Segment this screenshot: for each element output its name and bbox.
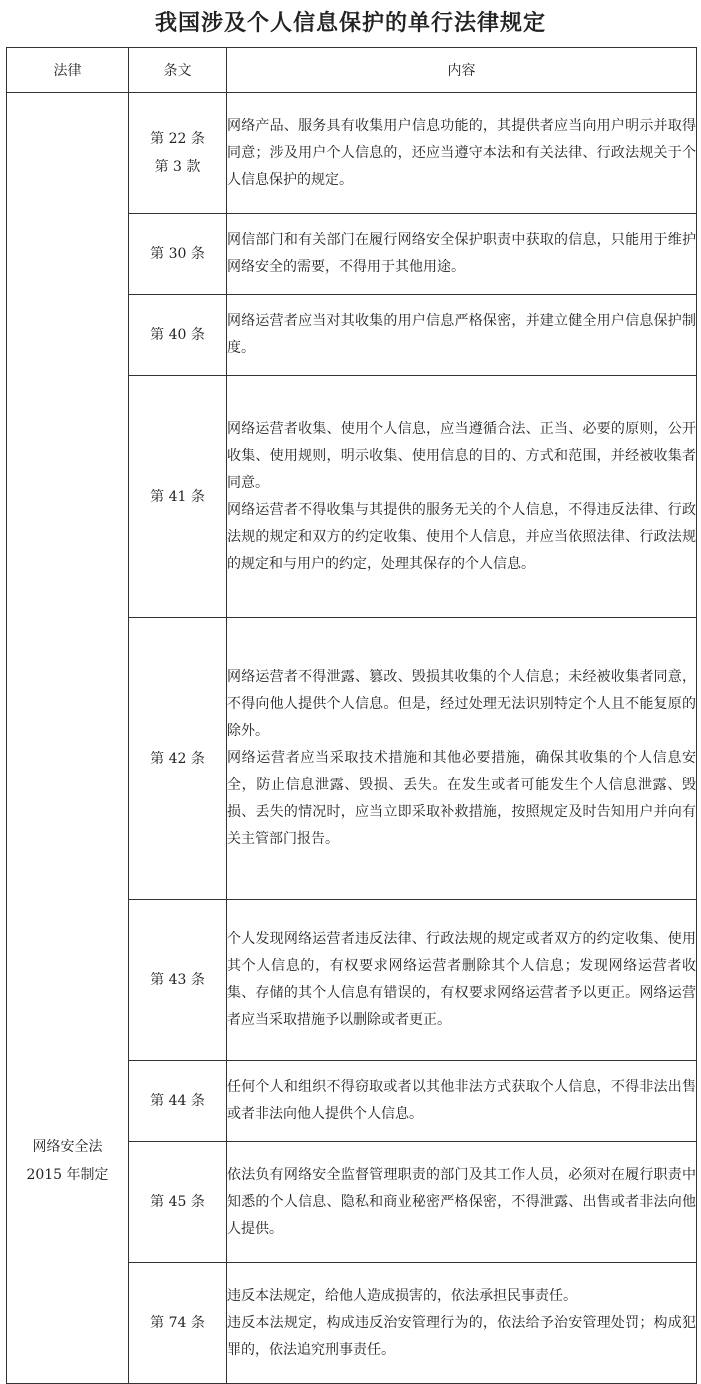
article-cell [129, 1061, 227, 1142]
content-paragraph: 网络产品、服务具有收集用户信息功能的，其提供者应当向用户明示并取得同意；涉及用户个人信息的，还应当遵守本法和有关法律、行政法规关于个人信息保护的规定。 [227, 117, 696, 188]
article-number: 第 22 条 [150, 131, 205, 147]
law-name-line: 2015 年制定 [26, 1167, 109, 1183]
content-paragraph: 网络运营者不得收集与其提供的服务无关的个人信息，不得违反法律、行政法规的规定和双方的约定收集、使用个人信息，并应当依照法律、行政法规的规定和与用户的约定，处理其保存的个人信息。 [227, 501, 696, 572]
article-cell [129, 1263, 227, 1384]
content-paragraph: 网络运营者不得泄露、篡改、毁损其收集的个人信息；未经被收集者同意，不得向他人提供个人信息。但是，经过处理无法识别特定个人且不能复原的除外。 [227, 669, 696, 739]
law-name-cell [7, 93, 129, 1384]
article-cell [129, 618, 227, 900]
content-paragraph: 网络运营者应当采取技术措施和其他必要措施，确保其收集的个人信息安全，防止信息泄露、毁损、丢失。在发生或者可能发生个人信息泄露、毁损、丢失的情况时，应当立即采取补救措施，按照规定及时告知用户并向有关主管部门报告。 [227, 750, 696, 847]
content-cell [227, 93, 697, 214]
law-name-line: 网络安全法 [32, 1139, 103, 1155]
article-cell [129, 93, 227, 214]
article-number: 第 30 条 [150, 246, 205, 262]
article-number: 第 40 条 [150, 327, 205, 343]
header-law: 法律 [7, 48, 129, 93]
article-cell [129, 1142, 227, 1263]
content-paragraph: 依法负有网络安全监督管理职责的部门及其工作人员，必须对在履行职责中知悉的个人信息、隐私和商业秘密严格保密，不得泄露、出售或者非法向他人提供。 [227, 1166, 696, 1237]
header-article: 条文 [129, 48, 227, 93]
article-number: 第 45 条 [150, 1194, 205, 1210]
content-paragraph: 网络运营者收集、使用个人信息，应当遵循合法、正当、必要的原则，公开收集、使用规则，明示收集、使用信息的目的、方式和范围，并经被收集者同意。 [227, 420, 696, 491]
page-title: 我国涉及个人信息保护的单行法律规定 [154, 10, 546, 36]
article-number: 第 44 条 [150, 1093, 205, 1109]
content-paragraph: 任何个人和组织不得窃取或者以其他非法方式获取个人信息，不得非法出售或者非法向他人提供个人信息。 [227, 1079, 696, 1122]
content-paragraph: 网信部门和有关部门在履行网络安全保护职责中获取的信息，只能用于维护网络安全的需要，不得用于其他用途。 [227, 232, 696, 275]
content-cell [227, 214, 697, 295]
article-number: 第 3 款 [154, 159, 201, 175]
content-cell [227, 1263, 697, 1384]
content-cell [227, 900, 697, 1061]
content-paragraph: 违反本法规定，给他人造成损害的，依法承担民事责任。 [227, 1287, 577, 1304]
article-number: 第 74 条 [150, 1315, 205, 1331]
content-paragraph: 个人发现网络运营者违反法律、行政法规的规定或者双方的约定收集、使用其个人信息的，有权要求网络运营者删除其个人信息；发现网络运营者收集、存储的其个人信息有错误的，有权要求网络运营者予以更正。网络运营者应当采取措施予以删除或者更正。 [227, 931, 696, 1028]
article-cell [129, 295, 227, 376]
content-cell [227, 618, 697, 900]
article-cell [129, 214, 227, 295]
content-paragraph: 违反本法规定，构成违反治安管理行为的，依法给予治安管理处罚；构成犯罪的，依法追究刑事责任。 [227, 1314, 696, 1358]
article-cell [129, 900, 227, 1061]
content-cell [227, 1061, 697, 1142]
article-number: 第 43 条 [150, 972, 205, 988]
article-number: 第 42 条 [150, 750, 205, 767]
content-cell [227, 376, 697, 618]
header-content: 内容 [227, 48, 697, 93]
header-row [7, 48, 697, 93]
content-paragraph: 网络运营者应当对其收集的用户信息严格保密，并建立健全用户信息保护制度。 [227, 313, 696, 356]
content-cell [227, 1142, 697, 1263]
content-cell [227, 295, 697, 376]
article-cell [129, 376, 227, 618]
law-table [6, 47, 697, 1384]
table-row [7, 93, 697, 214]
table-body [7, 93, 697, 1384]
article-number: 第 41 条 [150, 488, 205, 505]
